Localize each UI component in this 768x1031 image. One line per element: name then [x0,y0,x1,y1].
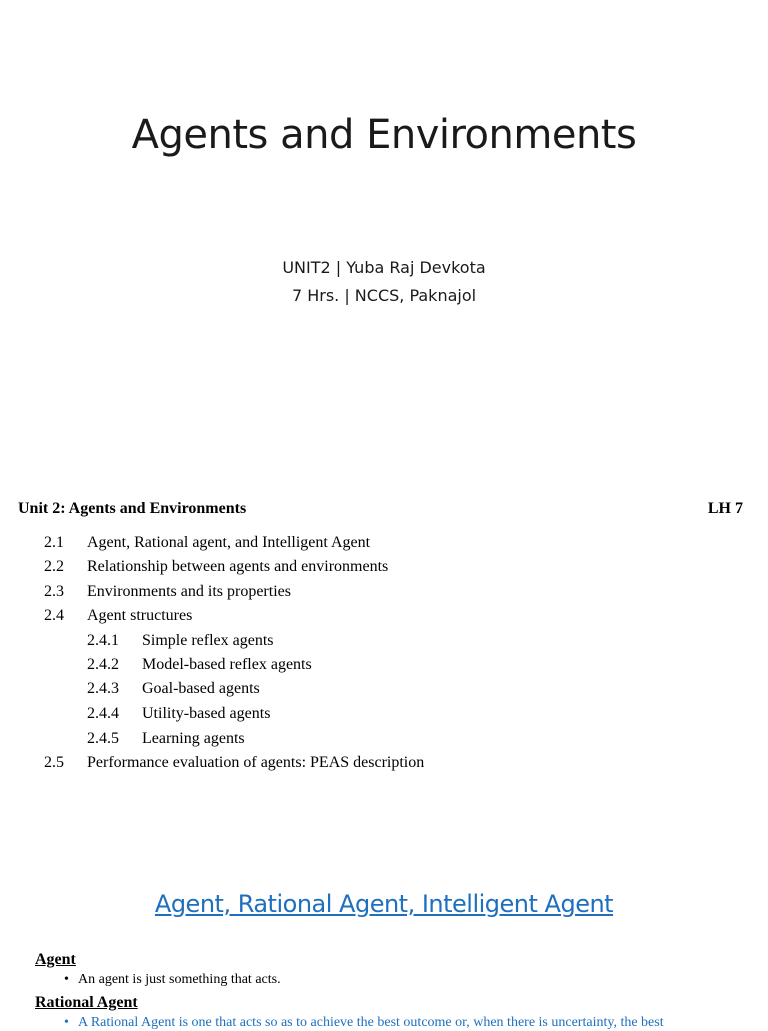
item-text: Learning agents [142,730,245,747]
item-number: 2.4.3 [87,680,119,697]
rational-agent-definition-text: A Rational Agent is one that acts so as to achieve the best outcome or, when there is uncertainty, the best [78,1015,664,1030]
subtitle-hours-college: 7 Hrs. | NCCS, Paknajol [291,286,477,305]
term-rational-agent: Rational Agent [35,994,138,1011]
item-number: 2.1 [44,534,64,551]
item-number: 2.5 [44,754,64,771]
item-text: Performance evaluation of agents: PEAS description [87,754,425,771]
item-number: 2.4 [44,607,64,624]
syllabus-lecture-hours: LH 7 [707,500,743,517]
section-heading: Agent, Rational Agent, Intelligent Agent [154,890,614,918]
item-text: Agent, Rational agent, and Intelligent Agent [87,534,371,551]
syllabus-heading [18,500,743,518]
item-number: 2.4.4 [87,705,119,722]
item-number: 2.4.2 [87,656,119,673]
item-number: 2.3 [44,583,64,600]
agent-definition [64,972,281,988]
item-text: Environments and its properties [87,583,291,600]
term-agent: Agent [35,951,76,968]
item-number: 2.2 [44,558,64,575]
page-title: Agents and Environments [131,112,637,158]
agent-definition-text: An agent is just something that acts. [78,972,281,987]
syllabus-unit-title: Unit 2: Agents and Environments [18,500,247,517]
rational-agent-definition [64,1015,664,1031]
item-number: 2.4.5 [87,730,119,747]
item-text: Model-based reflex agents [142,656,312,673]
subtitle-unit-author: UNIT2 | Yuba Raj Devkota [282,258,486,277]
bullet-icon: • [64,972,69,987]
item-text: Simple reflex agents [142,632,274,649]
item-text: Agent structures [87,607,193,624]
item-text: Relationship between agents and environments [87,558,389,575]
item-number: 2.4.1 [87,632,119,649]
item-text: Goal-based agents [142,680,260,697]
item-text: Utility-based agents [142,705,271,722]
bullet-icon: • [64,1015,69,1030]
